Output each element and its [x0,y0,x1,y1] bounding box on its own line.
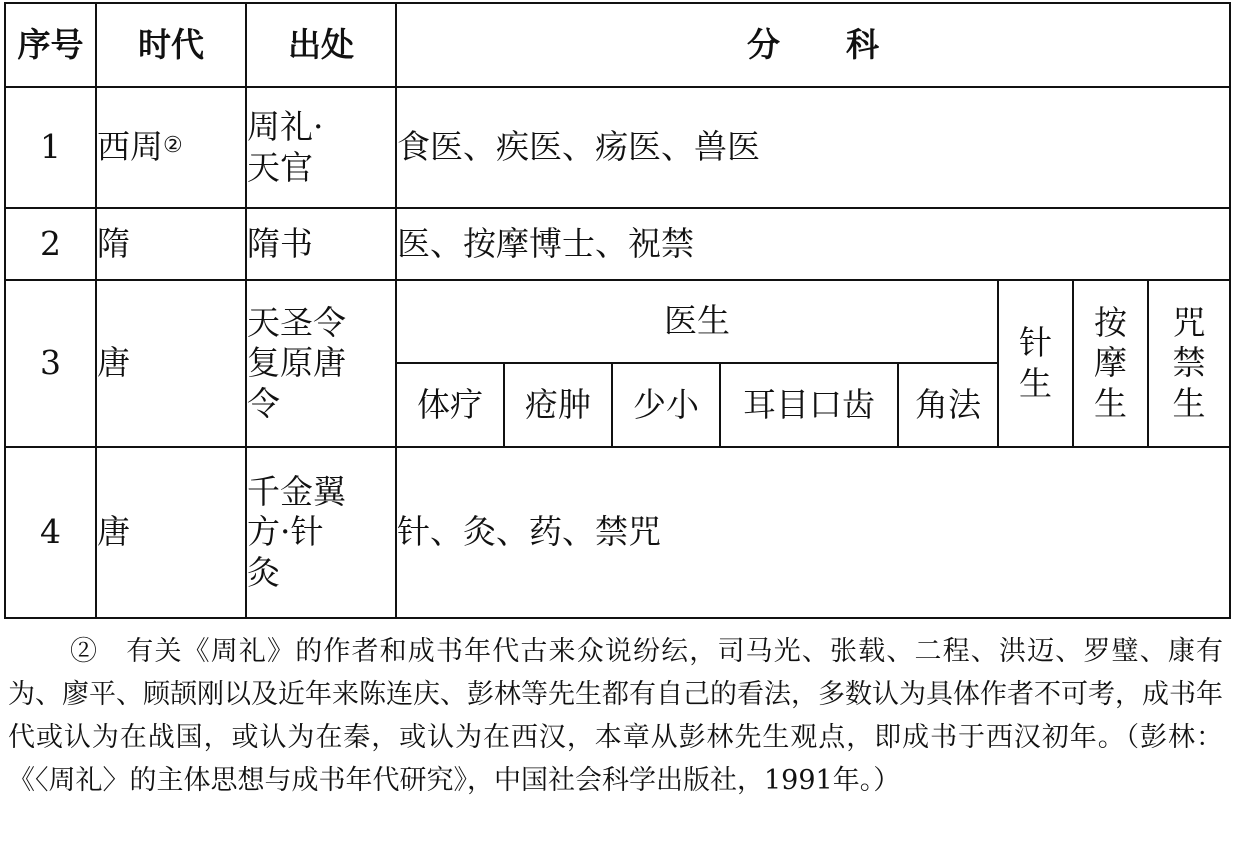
header-division: 分 科 [396,3,1230,87]
cell-incantation-student [1148,280,1230,447]
row-era: 唐 [96,447,246,618]
subdivision-cell: 少小 [612,363,720,447]
row-division: 食医、疾医、疡医、兽医 [396,87,1230,208]
header-seq: 序号 [5,3,96,87]
row-era [96,87,246,208]
source-line: 天圣令 [247,303,346,343]
row-seq: 3 [5,280,96,447]
group-label-doctor: 医生 [396,280,998,363]
row-era: 隋 [96,208,246,280]
era-text: 西周 [97,127,163,167]
row-source: 隋书 [246,208,396,280]
medical-divisions-table [4,2,1231,619]
subdivision-cell: 疮肿 [504,363,612,447]
footnote-text: ② 有关《周礼》的作者和成书年代古来众说纷纭，司马光、张载、二程、洪迈、罗璧、康有为、廖平、顾颉刚以及近年来陈连庆、彭林等先生都有自己的看法，多数认为具体作者不可考，成书年代或认为在战国，或认为在秦，或认为在西汉，本章从彭林先生观点，即成书于西汉初年。（彭林：《〈周礼〉的主体思想与成书年代研究》，中国社会科学出版社，1991年。） [8,636,1223,796]
source-line: 千金翼 [247,472,346,512]
source-line: 令 [247,383,280,423]
source-line: 周礼· [247,107,324,147]
source-line: 灸 [247,552,280,592]
header-era: 时代 [96,3,246,87]
vert-char: 针 [1019,323,1052,363]
source-line: 复原唐 [247,343,346,383]
row-source [246,280,396,447]
table-row [5,208,1230,280]
subdivision-cell: 角法 [898,363,998,447]
source-line: 方·针 [247,512,324,552]
header-row [5,3,1230,87]
row-source [246,87,396,208]
footnote [8,630,1223,802]
row-seq: 4 [5,447,96,618]
row-source [246,447,396,618]
footnote-mark: ② [163,133,183,159]
subdivision-cell: 耳目口齿 [720,363,898,447]
vert-char: 生 [1019,363,1052,403]
vert-char: 生 [1172,383,1206,423]
subdivision-cell: 体疗 [396,363,504,447]
source-line: 天官 [247,147,313,187]
row-seq: 1 [5,87,96,208]
header-source: 出处 [246,3,396,87]
row-seq: 2 [5,208,96,280]
row-division: 针、灸、药、禁咒 [396,447,1230,618]
row-era: 唐 [96,280,246,447]
row-division: 医、按摩博士、祝禁 [396,208,1230,280]
table-row [5,447,1230,618]
cell-acupuncture-student [998,280,1073,447]
cell-massage-student [1073,280,1148,447]
table-row [5,280,1230,363]
table-row [5,87,1230,208]
vert-char: 生 [1094,383,1127,423]
vert-char: 禁 [1172,343,1206,383]
vert-char: 按 [1094,303,1127,343]
vert-char: 咒 [1172,303,1206,343]
vert-char: 摩 [1094,343,1127,383]
